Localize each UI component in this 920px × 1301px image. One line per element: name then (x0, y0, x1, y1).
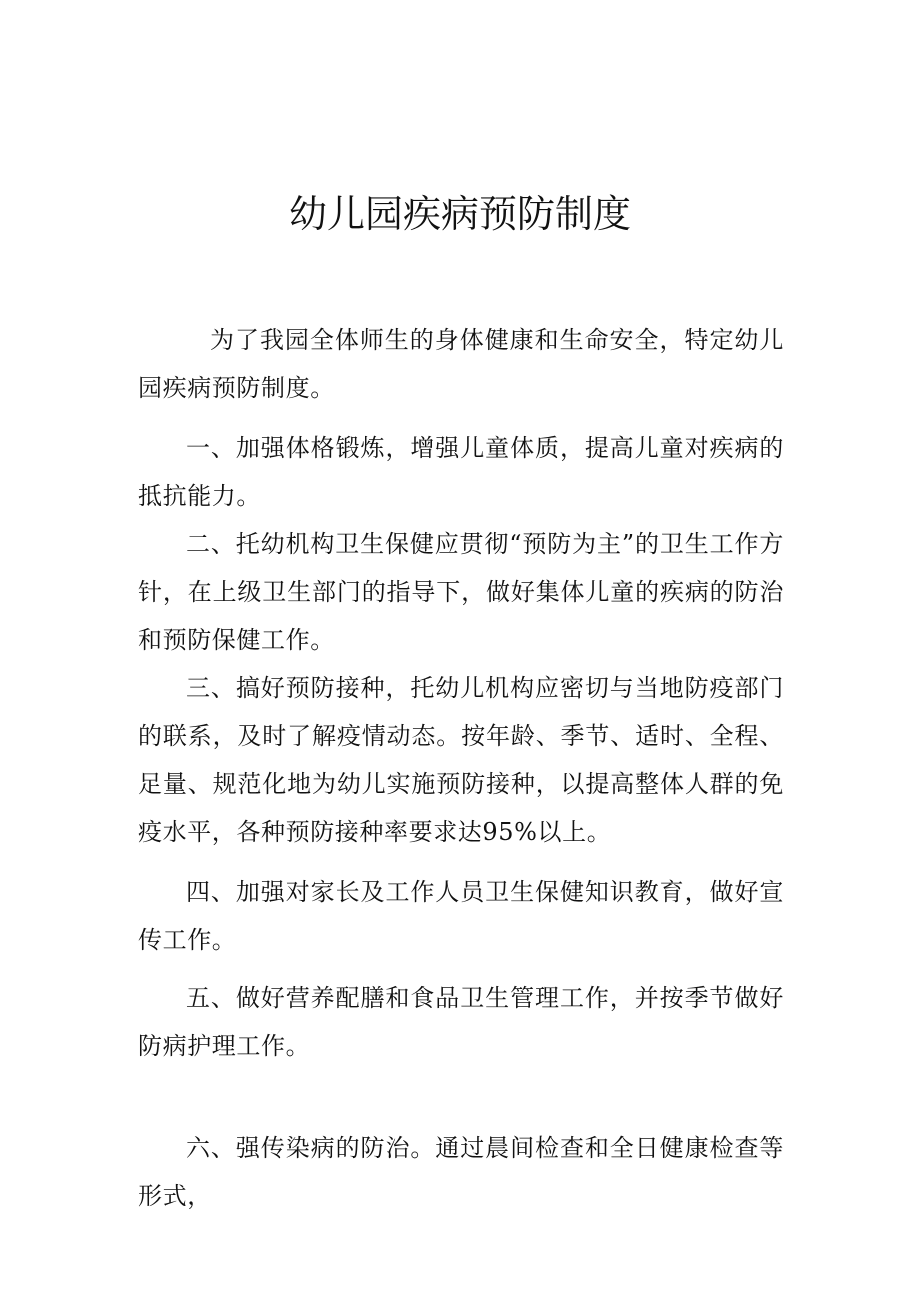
paragraph-item-4: 四、加强对家长及工作人员卫生保健知识教育，做好宣传工作。 (138, 878, 784, 954)
paragraph-intro: 为了我园全体师生的身体健康和生命安全，特定幼儿园疾病预防制度。 (138, 326, 784, 402)
paragraph-item-3: 三、搞好预防接种，托幼儿机构应密切与当地防疫部门的联系，及时了解疫情动态。按年龄、季节、适时、全程、足量、规范化地为幼儿实施预防接种，以提高整体人群的免疫水平，各种预防接种率要求达95%以上。 (138, 674, 784, 846)
paragraph-item-6: 六、强传染病的防治。通过晨间检查和全日健康检查等形式， (138, 1134, 784, 1210)
document-title: 幼儿园疾病预防制度 (288, 192, 631, 236)
paragraph-item-2: 二、托幼机构卫生保健应贯彻“预防为主”的卫生工作方针，在上级卫生部门的指导下，做好集体儿童的疾病的防治和预防保健工作。 (138, 530, 784, 654)
paragraph-item-5: 五、做好营养配膳和食品卫生管理工作，并按季节做好防病护理工作。 (138, 984, 784, 1060)
paragraph-item-1: 一、加强体格锻炼，增强儿童体质，提高儿童对疾病的抵抗能力。 (138, 434, 784, 510)
